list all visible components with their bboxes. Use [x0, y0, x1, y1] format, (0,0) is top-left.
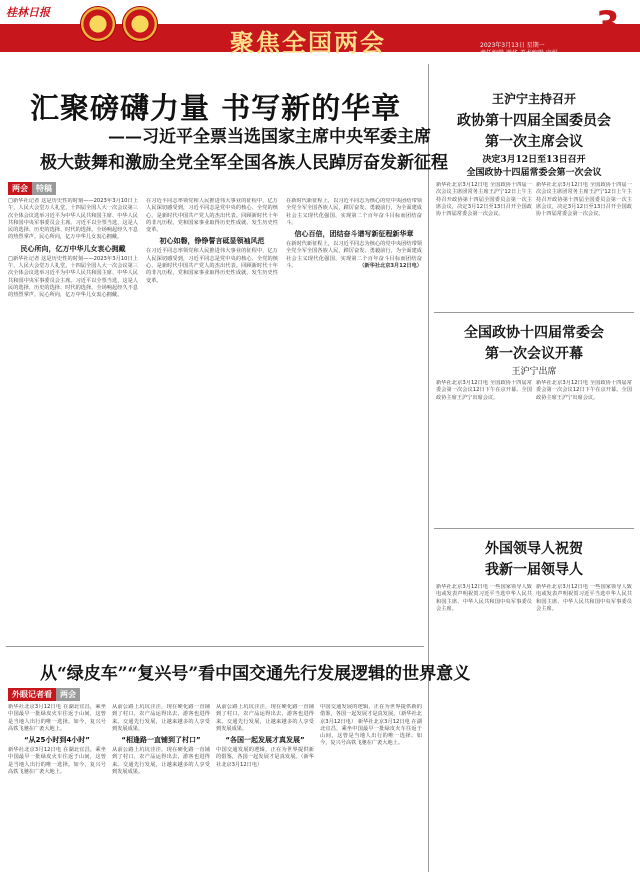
story2-title-line1: 全国政协十四届常委会	[464, 325, 604, 341]
bottom-section-heading: “各国一起发展才真发展”	[225, 736, 305, 745]
story-divider	[6, 646, 424, 647]
story3-body-cont: 新华社北京3月12日电 一些国家领导人致电或发表声明祝贺习近平当选中华人民共和国主席、中华人民共和国中央军事委员会主席。	[536, 584, 632, 612]
story3-title-line1: 外国领导人祝贺	[485, 541, 583, 557]
bottom-column-3	[216, 704, 314, 874]
bottom-tags	[8, 688, 80, 701]
main-section-heading: 信心百倍，团结奋斗谱写新征程新华章	[294, 230, 414, 239]
national-emblem-icon	[80, 6, 116, 42]
bottom-column-4	[320, 704, 422, 874]
bottom-body-2b: 从前公路上坑坑洼洼，现在硬化路一直铺到了村口，农产品运得出去，游客也进得来。交通先行发展，让越来越多的人享受到发展成果。	[112, 747, 210, 776]
main-body-1b: □新华社记者 这是历史性的时刻——2023年3月10日上午，人民大会堂万人礼堂，十四届全国人大一次会议第三次全体会议选举习近平为中华人民共和国主席、中华人民共和国中央军事委员会主席。习近平以全票当选，这是人民的选择、历史的选择、时代的选择。全场响起经久不息的热烈掌声。民心所向，亿万中华儿女衷心拥戴。	[8, 255, 138, 299]
main-section-heading: 初心如磐，铮铮誓言砥显领袖风范	[159, 237, 265, 246]
story2-body-cont: 新华社北京3月12日电 全国政协十四届常委会第一次会议12日下午在京开幕。全国政协主席王沪宁出席会议。	[536, 380, 632, 401]
story1-body: 新华社北京3月12日电 全国政协十四届一次会议主席团常务主席王沪宁12日上午主持召开政协第十四届全国委员会第一次主席会议，决定3月12日至13日召开全国政协十四届常委会第一次会议。	[436, 182, 532, 218]
story-divider	[434, 312, 634, 313]
story3-body: 新华社北京3月12日电 一些国家领导人致电或发表声明祝贺习近平当选中华人民共和国主席、中华人民共和国中央军事委员会主席。	[436, 584, 532, 612]
story1-subtitle-2: 全国政协十四届常委会第一次会议	[466, 168, 602, 178]
story1-subtitle: 决定3月12日至13日召开	[482, 155, 586, 165]
bottom-section-heading: “从25小时到4小时”	[24, 736, 90, 745]
main-column-1	[8, 198, 138, 638]
story3-body-col2	[536, 584, 632, 874]
story1-body-col1	[436, 182, 532, 306]
column-divider	[428, 64, 429, 872]
story2-body: 新华社北京3月12日电 全国政协十四届常委会第一次会议12日下午在京开幕。全国政协主席王沪宁出席会议。	[436, 380, 532, 401]
bottom-body-3: 从前公路上坑坑洼洼，现在硬化路一直铺到了村口，农产品运得出去，游客也进得来。交通先行发展，让越来越多的人享受到发展成果。	[216, 704, 314, 732]
main-headline: 汇聚磅礴力量 书写新的华章	[30, 91, 402, 125]
main-column-3	[286, 198, 422, 638]
story1-kicker: 王沪宁主持召开	[491, 92, 576, 106]
main-body-3b: 在新时代新征程上，以习近平同志为核心的党中央团结带领全党全军全国各族人民，踔厉奋发、勇毅前行，为全面建成社会主义现代化强国、实现第二个百年奋斗目标而团结奋斗。	[286, 241, 422, 270]
tag-foreign-reporter: 外眼记者看	[8, 688, 56, 701]
story2-subtitle: 王沪宁出席	[511, 367, 557, 377]
main-body-2b: 在习近平同志率领党和人民推进伟大事业的征程中，亿万人民深切感受到，习近平同志是党中央的核心、全党的核心，是新时代中国共产党人的杰出代表。回顾新时代十年的非凡历程，党和国家事业取得历史性成就、发生历史性变革。	[146, 248, 278, 284]
dateline: 2023年3月13日 星期一	[480, 42, 545, 49]
main-deck: 极大鼓舞和激励全党全军全国各族人民踔厉奋发新征程	[40, 153, 448, 173]
story2-title-line2: 第一次会议开幕	[485, 346, 583, 362]
emblems	[80, 6, 158, 46]
story2-body-col2	[536, 380, 632, 522]
story1-title-line1: 政协第十四届全国委员会	[457, 113, 611, 129]
main-body-1: □新华社记者 这是历史性的时刻——2023年3月10日上午，人民大会堂万人礼堂，十四届全国人大一次会议第三次全体会议选举习近平为中华人民共和国主席、中华人民共和国中央军事委员会主席。习近平以全票当选，这是人民的选择、历史的选择、时代的选择。全场响起经久不息的热烈掌声。民心所向，亿万中华儿女衷心拥戴。	[8, 198, 138, 241]
bottom-column-2	[112, 704, 210, 874]
bottom-section-heading: “相逢路一直铺到了村口”	[121, 736, 201, 745]
story-divider	[434, 528, 634, 529]
main-section-heading: 民心所向，亿万中华儿女衷心拥戴	[20, 244, 126, 253]
main-subtitle: ——习近平全票当选国家主席中央军委主席	[108, 127, 431, 147]
newspaper-brand: 桂林日报	[6, 6, 50, 19]
story1-body-cont: 新华社北京3月12日电 全国政协十四届一次会议主席团常务主席王沪宁12日上午主持召开政协第十四届全国委员会第一次主席会议，决定3月12日至13日召开全国政协十四届常委会第一次会议。	[536, 182, 632, 218]
main-column-2	[146, 198, 278, 638]
main-body-2: 在习近平同志率领党和人民推进伟大事业的征程中，亿万人民深切感受到，习近平同志是党中央的核心、全党的核心，是新时代中国共产党人的杰出代表。回顾新时代十年的非凡历程，党和国家事业取得历史性成就、发生历史性变革。	[146, 198, 278, 234]
story1-title-line2: 第一次主席会议	[485, 134, 583, 150]
bottom-body-4: 中国交通发展的逻辑，正在为世界提供新的借鉴，各国一起发展才是真发展。（新华社北京3月12日电）	[320, 704, 422, 725]
tag-two-sessions: 两会	[8, 182, 32, 195]
bottom-headline: 从“绿皮车”“复兴号”看中国交通先行发展逻辑的世界意义	[40, 664, 471, 684]
story3-body-col1	[436, 584, 532, 874]
page-number: 3	[596, 4, 620, 44]
story2-body-col1	[436, 380, 532, 522]
bottom-body-1: 新华社北京3月12日电 在湖北宜昌，乘坐中国最早一批绿皮火车往返于山间，这曾是当地人出行的唯一选择。如今，复兴号高铁飞驰在广袤大地上。	[8, 704, 106, 732]
section-title: 聚焦全国两会	[230, 29, 386, 57]
bottom-body-1b: 新华社北京3月12日电 在湖北宜昌，乘坐中国最早一批绿皮火车往返于山间，这曾是当地人出行的唯一选择。如今，复兴号高铁飞驰在广袤大地上。	[8, 747, 106, 776]
tag-two-sessions-bottom: 两会	[56, 688, 80, 701]
tag-feature: 特稿	[32, 182, 56, 195]
main-tags	[8, 182, 56, 195]
editors-line: 责任编辑 谢华 美术编辑 唐娟	[480, 50, 558, 57]
story3-title-line2: 我新一届领导人	[485, 562, 583, 578]
story1-body-col2	[536, 182, 632, 306]
bottom-body-4b: 新华社北京3月12日电 在湖北宜昌，乘坐中国最早一批绿皮火车往返于山间，这曾是当地人出行的唯一选择。如今，复兴号高铁飞驰在广袤大地上。	[320, 718, 422, 747]
bottom-body-3b: 中国交通发展的逻辑，正在为世界提供新的借鉴，各国一起发展才是真发展。（新华社北京3月12日电）	[216, 747, 314, 768]
main-credit: （新华社北京3月12日电）	[359, 263, 422, 270]
bottom-body-2: 从前公路上坑坑洼洼，现在硬化路一直铺到了村口，农产品运得出去，游客也进得来。交通先行发展，让越来越多的人享受到发展成果。	[112, 704, 210, 732]
main-body-3: 在新时代新征程上，以习近平同志为核心的党中央团结带领全党全军全国各族人民，踔厉奋发、勇毅前行，为全面建成社会主义现代化强国、实现第二个百年奋斗目标而团结奋斗。	[286, 198, 422, 226]
cppcc-emblem-icon	[122, 6, 158, 42]
bottom-column-1	[8, 704, 106, 874]
